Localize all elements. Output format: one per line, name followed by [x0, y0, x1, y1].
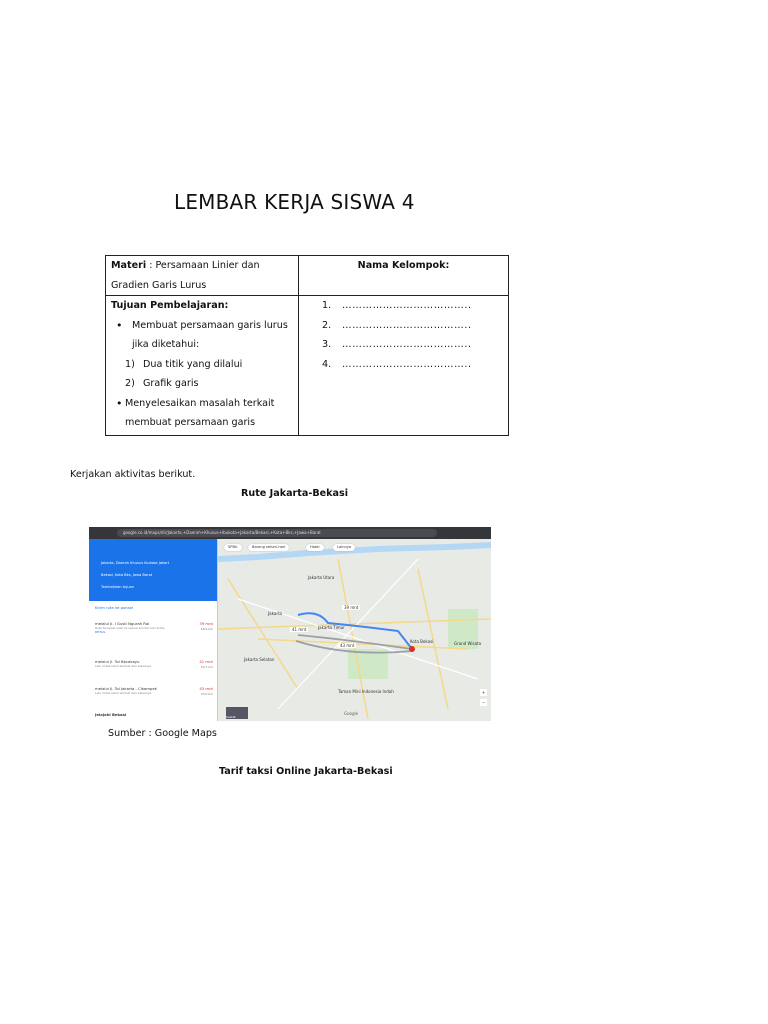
group-num: 4. — [322, 358, 332, 370]
kelompok-cell — [299, 256, 509, 296]
directions-panel — [89, 539, 218, 721]
place-label: Grand Wisata — [454, 641, 482, 646]
goal-list — [111, 316, 293, 355]
add-destination: Tambahkan tujuan — [101, 585, 135, 589]
group-blank: ……………………………….. — [342, 358, 472, 370]
group-item — [304, 355, 503, 375]
group-num: 1. — [322, 300, 332, 311]
directions-header — [89, 539, 217, 601]
caption-route: Rute Jakarta-Bekasi — [241, 488, 348, 499]
maps-screenshot — [89, 527, 491, 721]
map-time: 41 mnt — [292, 627, 307, 632]
info-table — [105, 255, 509, 436]
group-list — [304, 296, 503, 374]
group-item — [304, 296, 503, 316]
route-time: 41 mnt — [199, 659, 213, 664]
map-view — [218, 539, 491, 721]
tujuan-label: Tujuan Pembelajaran: — [111, 300, 229, 311]
place-label: Jakarta — [268, 611, 282, 616]
sub-num: 2) — [125, 378, 135, 389]
goal-list — [111, 394, 293, 433]
sub-item — [111, 374, 293, 394]
place-label: Kota Bekasi — [410, 639, 434, 644]
satellite-toggle[interactable]: Satelit — [226, 707, 248, 719]
route-time: 39 mnt — [199, 621, 213, 626]
sub-list — [111, 355, 293, 433]
route-detail: DETAIL — [95, 630, 106, 634]
group-num: 3. — [322, 339, 332, 350]
goal-item: • Membuat persamaan garis lurus jika diketahui: — [111, 316, 293, 355]
route-option — [95, 686, 213, 695]
google-logo: Google — [344, 711, 359, 716]
route-option — [95, 659, 213, 668]
group-num: 2. — [322, 319, 332, 331]
origin-field: Jakarta, Daerah Khusus Ibukota Jakart — [101, 561, 170, 565]
sub-text: Grafik garis — [143, 378, 199, 389]
chip-hotel[interactable]: Hotel — [306, 544, 324, 551]
place-label: Taman Mini Indonesia Indah — [338, 689, 394, 694]
chip-spbu[interactable]: SPBU — [224, 544, 242, 551]
group-blank: ……………………………….. — [342, 339, 472, 350]
place-label: Jakarta Selatan — [244, 657, 275, 662]
route-note: Lalu lintas lebih lambat dari biasanya — [95, 691, 152, 695]
page-title: LEMBAR KERJA SISWA 4 — [174, 190, 415, 214]
route-distance: 23,0 km — [200, 692, 213, 696]
chip-grocery[interactable]: Barang sehari-hari — [248, 544, 289, 551]
place-label: Jakarta Utara — [308, 575, 335, 580]
group-item — [304, 335, 503, 355]
route-option — [95, 621, 213, 634]
kelompok-label: Nama Kelompok: — [357, 260, 450, 271]
route-via: melalui Jl. I Gusti Ngurah Rai — [95, 621, 150, 626]
browser-bar — [89, 527, 491, 539]
route-time: 43 mnt — [199, 686, 213, 691]
goal-item: • Menyelesaikan masalah terkait membuat persamaan garis — [111, 394, 293, 433]
sub-num: 1) — [125, 358, 135, 370]
map-time: 39 mnt — [344, 605, 359, 610]
caption-fare: Tarif taksi Online Jakarta-Bekasi — [219, 766, 393, 777]
group-item — [304, 316, 503, 336]
route-distance: 19,7 km — [200, 665, 213, 669]
group-blank: ……………………………….. — [342, 300, 472, 311]
sub-text: Dua titik yang dilalui — [143, 358, 243, 370]
materi-label: Materi — [111, 260, 147, 271]
route-via: melalui Jl. Tol Jakarta - Cikampek — [95, 686, 157, 691]
source-text: Sumber : Google Maps — [108, 728, 217, 739]
route-distance: 18,6 km — [200, 627, 213, 631]
url-bar: google.co.id/maps/dir/Jakarta,+Daerah+Khusus+Ibukota+Jakarta/Bekasi,+Kota+Bks,+Jawa+Barat — [117, 529, 437, 537]
materi-cell — [106, 256, 299, 296]
tujuan-cell — [106, 296, 299, 436]
route-note: Lalu lintas lebih lambat dari biasanya — [95, 664, 152, 668]
explore-label: Jelajahi Bekasi — [95, 712, 127, 717]
send-route: Kirim rute ke ponsel — [95, 605, 134, 610]
chip-more[interactable]: Lainnya — [333, 544, 355, 551]
sub-item — [111, 355, 293, 375]
zoom-in-icon[interactable]: + — [481, 690, 486, 695]
route-via: melalui Jl. Tol Becakayu — [95, 659, 140, 664]
group-cell — [299, 296, 509, 436]
map-time: 43 mnt — [340, 643, 355, 648]
materi-text: : Persamaan Linier dan Gradien Garis Lurus — [111, 260, 260, 291]
place-label: Jakarta Timur — [318, 625, 345, 630]
group-blank: ……………………………….. — [342, 319, 472, 331]
zoom-out-icon[interactable]: − — [481, 700, 486, 705]
instruction-text: Kerjakan aktivitas berikut. — [70, 469, 196, 480]
destination-field: Bekasi, Kota Bks, Jawa Barat — [101, 573, 153, 577]
route-note: Rute tercepat saat ini sesuai kondisi lalu lintas — [95, 626, 165, 630]
